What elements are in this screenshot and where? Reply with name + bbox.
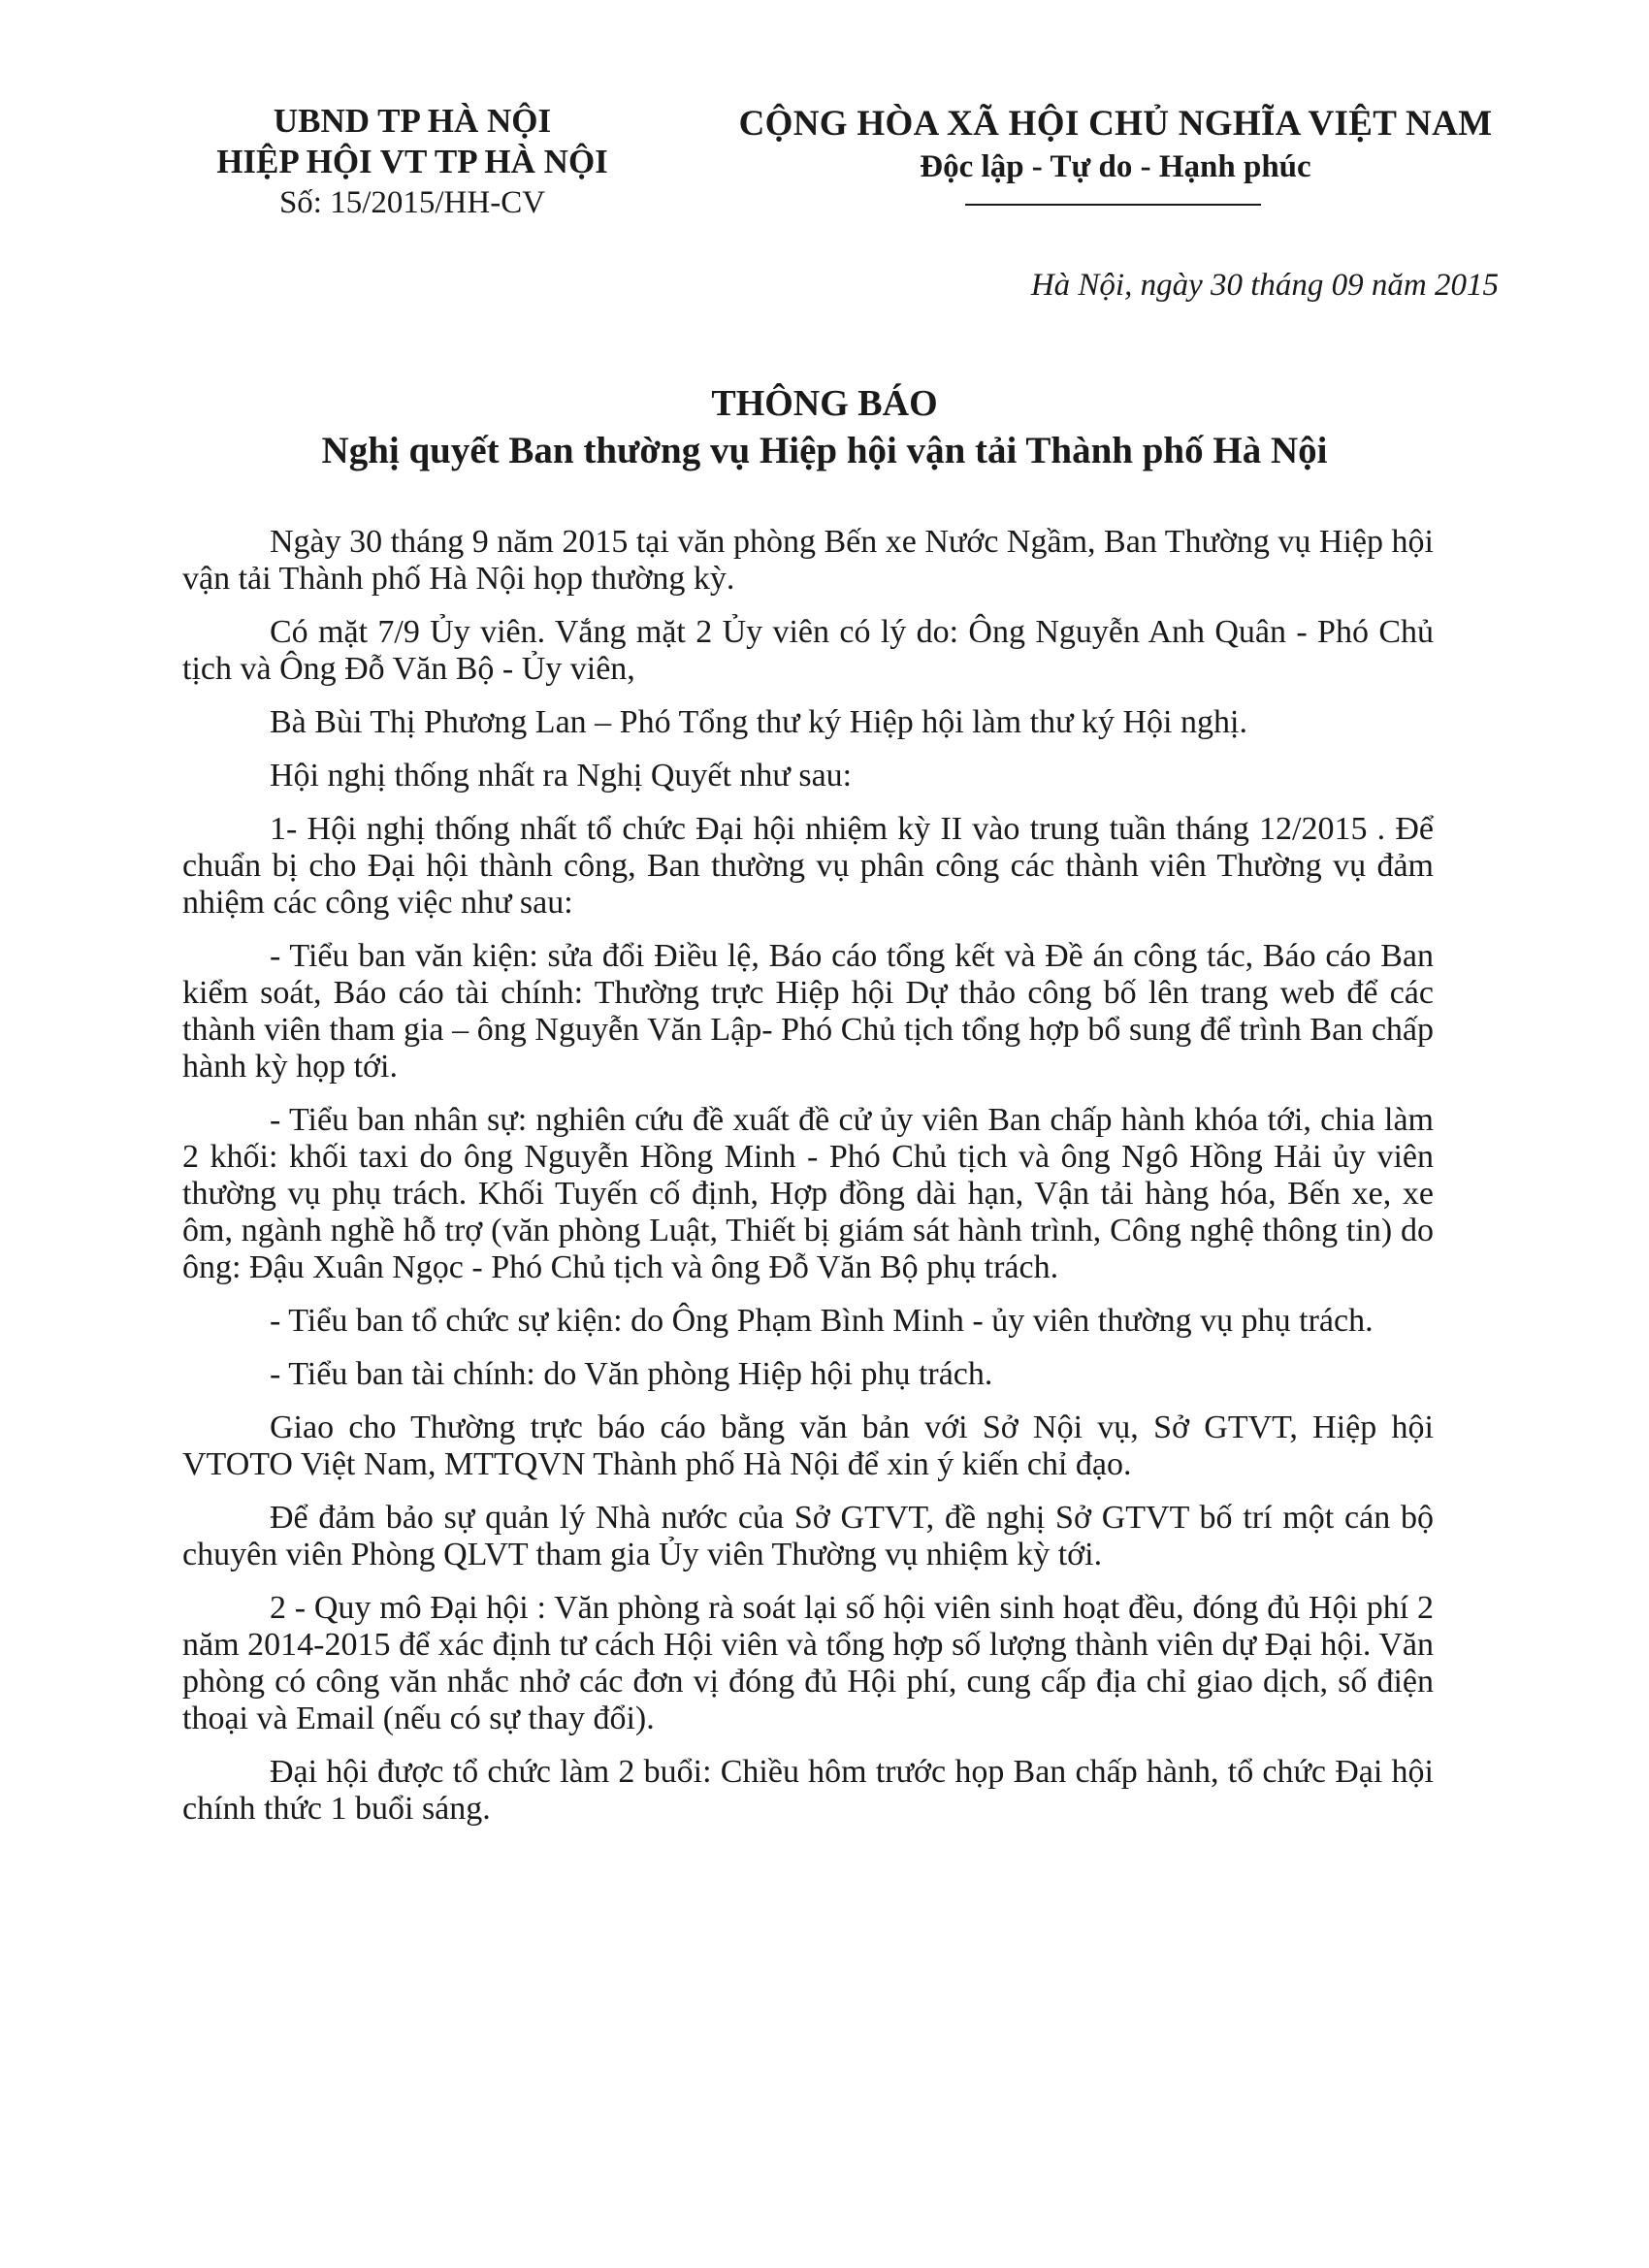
issuer-organization: HIỆP HỘI VT TP HÀ NỘI <box>216 143 608 180</box>
paragraph: Ngày 30 tháng 9 năm 2015 tại văn phòng Bến xe Nước Ngầm, Ban Thường vụ Hiệp hội vận tải Thành phố Hà Nội họp thường kỳ. <box>182 524 1434 597</box>
motto-underline <box>965 204 1261 206</box>
paragraph: - Tiểu ban tổ chức sự kiện: do Ông Phạm Bình Minh - ủy viên thường vụ phụ trách. <box>270 1303 1374 1339</box>
paragraph: - Tiểu ban nhân sự: nghiên cứu đề xuất đề cử ủy viên Ban chấp hành khóa tới, chia làm 2 khối: khối taxi do ông Nguyễn Hồng Minh - Phó Chủ tịch và ông Ngô Hồng Hải ủy viên thường vụ phụ trách. Khối Tuyến cố định, Hợp đồng dài hạn, Vận tải hàng hóa, Bến xe, xe ôm, ngành nghề hỗ trợ (văn phòng Luật, Thiết bị giám sát hành trình, Công nghệ thông tin) do ông: Đậu Xuân Ngọc - Phó Chủ tịch và ông Đỗ Văn Bộ phụ trách. <box>182 1102 1434 1285</box>
issuer-header <box>184 101 640 223</box>
document-number: Số: 15/2015/HH-CV <box>278 185 546 220</box>
national-header <box>718 103 1513 188</box>
national-motto: Độc lập - Tự do - Hạnh phúc <box>920 149 1311 184</box>
title-type: THÔNG BÁO <box>711 383 938 424</box>
paragraph: Bà Bùi Thị Phương Lan – Phó Tổng thư ký Hiệp hội làm thư ký Hội nghị. <box>270 704 1247 740</box>
document-body <box>182 524 1434 1844</box>
date-line: Hà Nội, ngày 30 tháng 09 năm 2015 <box>1030 268 1499 303</box>
title-subject: Nghị quyết Ban thường vụ Hiệp hội vận tải Thành phố Hà Nội <box>321 430 1328 471</box>
country-name: CỘNG HÒA XÃ HỘI CHỦ NGHĨA VIỆT NAM <box>738 104 1493 144</box>
paragraph: Để đảm bảo sự quản lý Nhà nước của Sở GTVT, đề nghị Sở GTVT bố trí một cán bộ chuyên viên Phòng QLVT tham gia Ủy viên Thường vụ nhiệm kỳ tới. <box>182 1500 1434 1572</box>
paragraph: Có mặt 7/9 Ủy viên. Vắng mặt 2 Ủy viên có lý do: Ông Nguyễn Anh Quân - Phó Chủ tịch và Ông Đỗ Văn Bộ - Ủy viên, <box>182 614 1434 687</box>
paragraph: Giao cho Thường trực báo cáo bằng văn bản với Sở Nội vụ, Sở GTVT, Hiệp hội VTOTO Việt Nam, MTTQVN Thành phố Hà Nội để xin ý kiến chỉ đạo. <box>182 1409 1434 1482</box>
paragraph: - Tiểu ban tài chính: do Văn phòng Hiệp hội phụ trách. <box>270 1356 993 1392</box>
issuer-authority: UBND TP HÀ NỘI <box>273 102 552 140</box>
paragraph: 2 - Quy mô Đại hội : Văn phòng rà soát lại số hội viên sinh hoạt đều, đóng đủ Hội phí 2 năm 2014-2015 để xác định tư cách Hội viên và tổng hợp số lượng thành viên dự Đại hội. Văn phòng có công văn nhắc nhở các đơn vị đóng đủ Hội phí, cung cấp địa chỉ giao dịch, số điện thoại và Email (nếu có sự thay đổi). <box>182 1590 1434 1736</box>
paragraph: 1- Hội nghị thống nhất tổ chức Đại hội nhiệm kỳ II vào trung tuần tháng 12/2015 . Để chuẩn bị cho Đại hội thành công, Ban thường vụ phân công các thành viên Thường vụ đảm nhiệm các công việc như sau: <box>182 811 1434 921</box>
paragraph: - Tiểu ban văn kiện: sửa đổi Điều lệ, Báo cáo tổng kết và Đề án công tác, Báo cáo Ban kiểm soát, Báo cáo tài chính: Thường trực Hiệp hội Dự thảo công bố lên trang web để các thành viên tham gia – ông Nguyễn Văn Lập- Phó Chủ tịch tổng hợp bổ sung để trình Ban chấp hành kỳ họp tới. <box>182 938 1434 1085</box>
paragraph: Hội nghị thống nhất ra Nghị Quyết như sau: <box>270 758 853 794</box>
document-title <box>194 380 1455 475</box>
paragraph: Đại hội được tổ chức làm 2 buổi: Chiều hôm trước họp Ban chấp hành, tổ chức Đại hội chính thức 1 buổi sáng. <box>182 1754 1434 1827</box>
